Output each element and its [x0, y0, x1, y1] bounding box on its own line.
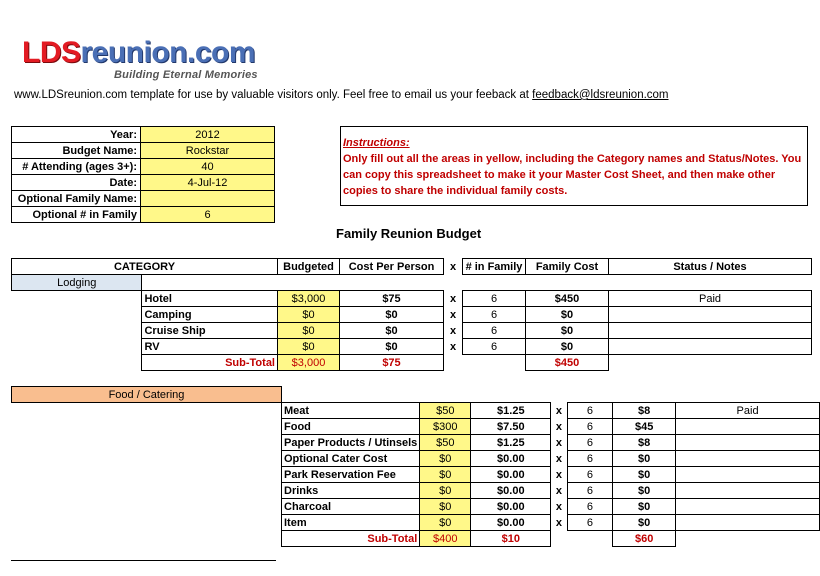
subtotal-row: [12, 531, 820, 547]
instructions-body: Only fill out all the areas in yellow, including the Category names and Status/Notes. You can copy this spreadsheet to make it your Master Cost Sheet, and then make other copies to share the individual family costs.: [343, 153, 802, 197]
row-in-family: 6: [567, 435, 613, 451]
subtotal-fam-blank: [463, 355, 526, 371]
site-logo: [22, 36, 262, 86]
row-status-field[interactable]: [676, 515, 820, 531]
info-label: Year:: [12, 127, 141, 143]
intro-line: [14, 89, 669, 101]
info-value-field[interactable]: Rockstar: [141, 143, 275, 159]
header-family-cost: Family Cost: [526, 259, 609, 275]
row-budgeted-field[interactable]: $0: [278, 339, 340, 355]
row-family-cost: $0: [613, 467, 676, 483]
subtotal-x-blank: [444, 355, 463, 371]
row-in-family: 6: [463, 291, 526, 307]
row-budgeted-field[interactable]: $0: [420, 483, 471, 499]
info-value-field[interactable]: 6: [141, 207, 275, 223]
row-cost-per-person: $75: [340, 291, 444, 307]
info-row: [12, 191, 275, 207]
row-family-cost: $450: [526, 291, 609, 307]
instructions-heading: Instructions:: [343, 137, 410, 149]
table-row: [12, 483, 820, 499]
row-times-sign: x: [555, 484, 563, 497]
row-in-family: 6: [567, 419, 613, 435]
row-status-field[interactable]: [609, 323, 812, 339]
row-cost-per-person: $7.50: [471, 419, 551, 435]
row-family-cost: $45: [613, 419, 676, 435]
row-family-cost: $0: [613, 451, 676, 467]
table-row: [12, 499, 820, 515]
info-row: [12, 207, 275, 223]
header-status: Status / Notes: [609, 259, 812, 275]
row-cost-per-person: $0.00: [471, 515, 551, 531]
row-budgeted-field[interactable]: $0: [420, 499, 471, 515]
food-budget-table: [11, 386, 820, 547]
row-times-sign: x: [449, 324, 457, 337]
lodging-budget-table: [11, 258, 812, 371]
subtotal-label: Sub-Total: [142, 355, 278, 371]
row-cost-per-person: $0.00: [471, 483, 551, 499]
table-row: [12, 307, 812, 323]
info-row: [12, 175, 275, 191]
info-row: [12, 159, 275, 175]
row-category-name[interactable]: Charcoal: [282, 499, 420, 515]
row-spacer: [12, 483, 282, 499]
row-spacer: [12, 515, 282, 531]
row-spacer: [12, 403, 282, 419]
row-times-sign: x: [555, 516, 563, 529]
header-cost-per-person: Cost Per Person: [340, 259, 444, 275]
row-times-sign: x: [555, 452, 563, 465]
row-cost-per-person: $0: [340, 307, 444, 323]
table-row: [12, 467, 820, 483]
row-in-family: 6: [567, 499, 613, 515]
info-label: # Attending (ages 3+):: [12, 159, 141, 175]
row-category-name[interactable]: Paper Products / Utinsels: [282, 435, 420, 451]
table-row: [12, 403, 820, 419]
table-row: [12, 419, 820, 435]
row-family-cost: $0: [526, 323, 609, 339]
row-times-sign: x: [555, 468, 563, 481]
row-status-field[interactable]: Paid: [609, 291, 812, 307]
subtotal-budgeted: $3,000: [278, 355, 340, 371]
subtotal-family-cost: $60: [613, 531, 676, 547]
row-budgeted-field[interactable]: $50: [420, 403, 471, 419]
info-label: Optional Family Name:: [12, 191, 141, 207]
row-status-field[interactable]: [676, 499, 820, 515]
header-category: CATEGORY: [12, 259, 278, 275]
row-status-field[interactable]: Paid: [676, 403, 820, 419]
table-row: [12, 435, 820, 451]
row-in-family: 6: [567, 451, 613, 467]
row-status-field[interactable]: [676, 483, 820, 499]
info-value-field[interactable]: 4-Jul-12: [141, 175, 275, 191]
row-cost-per-person: $0.00: [471, 451, 551, 467]
logo-tagline: Building Eternal Memories: [114, 69, 258, 81]
header-x: x: [444, 259, 463, 275]
row-status-field[interactable]: [676, 451, 820, 467]
row-in-family: 6: [463, 323, 526, 339]
logo-red-text: LDS: [22, 36, 81, 69]
row-status-field[interactable]: [676, 435, 820, 451]
row-times-sign: x: [555, 404, 563, 417]
table-row: [12, 323, 812, 339]
row-times-sign: x: [449, 308, 457, 321]
section-label-food: Food / Catering: [12, 387, 282, 403]
row-budgeted-field[interactable]: $50: [420, 435, 471, 451]
row-times-sign: x: [555, 500, 563, 513]
row-category-name[interactable]: Hotel: [142, 291, 278, 307]
section-label-lodging: Lodging: [12, 275, 142, 291]
row-in-family: 6: [567, 403, 613, 419]
row-family-cost: $0: [526, 339, 609, 355]
row-family-cost: $0: [526, 307, 609, 323]
row-spacer: [12, 291, 142, 307]
row-cost-per-person: $1.25: [471, 435, 551, 451]
logo-blue-text: reunion.com: [80, 36, 256, 69]
row-cost-per-person: $0: [340, 323, 444, 339]
row-spacer: [12, 419, 282, 435]
info-label: Budget Name:: [12, 143, 141, 159]
row-family-cost: $8: [613, 403, 676, 419]
row-spacer: [12, 435, 282, 451]
row-budgeted-field[interactable]: $0: [278, 323, 340, 339]
info-label: Optional # in Family: [12, 207, 141, 223]
row-family-cost: $8: [613, 435, 676, 451]
feedback-email-link[interactable]: feedback@ldsreunion.com: [532, 89, 669, 101]
row-family-cost: $0: [613, 483, 676, 499]
logo-wordmark: [22, 36, 255, 70]
subtotal-fam-blank: [567, 531, 613, 547]
subtotal-spacer: [12, 355, 142, 371]
row-spacer: [12, 307, 142, 323]
row-in-family: 6: [463, 339, 526, 355]
row-spacer: [12, 323, 142, 339]
header-in-family: # in Family: [463, 259, 526, 275]
subtotal-x-blank: [551, 531, 567, 547]
row-budgeted-field[interactable]: $3,000: [278, 291, 340, 307]
intro-text: www.LDSreunion.com template for use by valuable visitors only. Feel free to email us your feeback at: [14, 89, 533, 101]
info-value-field[interactable]: [141, 191, 275, 207]
row-cost-per-person: $0.00: [471, 467, 551, 483]
table-row: [12, 291, 812, 307]
row-category-name[interactable]: Optional Cater Cost: [282, 451, 420, 467]
bottom-rule: [11, 560, 276, 561]
info-row: [12, 127, 275, 143]
subtotal-row: [12, 355, 812, 371]
row-category-name[interactable]: Drinks: [282, 483, 420, 499]
row-times-sign: x: [555, 420, 563, 433]
row-budgeted-field[interactable]: $0: [420, 515, 471, 531]
row-category-name[interactable]: Cruise Ship: [142, 323, 278, 339]
row-in-family: 6: [567, 515, 613, 531]
subtotal-status-blank: [676, 531, 820, 547]
table-row: [12, 339, 812, 355]
budget-info-table: [11, 126, 275, 223]
row-family-cost: $0: [613, 515, 676, 531]
info-value-field[interactable]: 2012: [141, 127, 275, 143]
row-category-name[interactable]: RV: [142, 339, 278, 355]
subtotal-cost-per-person: $10: [471, 531, 551, 547]
section-row-lodging: [12, 275, 812, 291]
subtotal-cost-per-person: $75: [340, 355, 444, 371]
row-status-field[interactable]: [676, 419, 820, 435]
row-cost-per-person: $0: [340, 339, 444, 355]
row-cost-per-person: $0.00: [471, 499, 551, 515]
row-times-sign: x: [449, 340, 457, 353]
row-family-cost: $0: [613, 499, 676, 515]
subtotal-status-blank: [609, 355, 812, 371]
row-status-field[interactable]: [609, 307, 812, 323]
row-budgeted-field[interactable]: $0: [278, 307, 340, 323]
row-status-field[interactable]: [609, 339, 812, 355]
row-times-sign: x: [449, 292, 457, 305]
section-row-food: [12, 387, 820, 403]
subtotal-family-cost: $450: [526, 355, 609, 371]
row-in-family: 6: [463, 307, 526, 323]
row-spacer: [12, 467, 282, 483]
row-category-name[interactable]: Park Reservation Fee: [282, 467, 420, 483]
page-title: Family Reunion Budget: [336, 226, 482, 241]
table-row: [12, 515, 820, 531]
table-header-row: [12, 259, 812, 275]
info-value-field[interactable]: 40: [141, 159, 275, 175]
row-spacer: [12, 499, 282, 515]
row-spacer: [12, 339, 142, 355]
table-row: [12, 451, 820, 467]
row-category-name[interactable]: Item: [282, 515, 420, 531]
row-times-sign: x: [555, 436, 563, 449]
row-budgeted-field[interactable]: $300: [420, 419, 471, 435]
row-category-name[interactable]: Camping: [142, 307, 278, 323]
info-label: Date:: [12, 175, 141, 191]
row-status-field[interactable]: [676, 467, 820, 483]
row-budgeted-field[interactable]: $0: [420, 451, 471, 467]
subtotal-label: Sub-Total: [282, 531, 420, 547]
row-in-family: 6: [567, 467, 613, 483]
row-category-name[interactable]: Food: [282, 419, 420, 435]
subtotal-spacer: [12, 531, 282, 547]
row-in-family: 6: [567, 483, 613, 499]
row-spacer: [12, 451, 282, 467]
row-cost-per-person: $1.25: [471, 403, 551, 419]
subtotal-budgeted: $400: [420, 531, 471, 547]
header-budgeted: Budgeted: [278, 259, 340, 275]
instructions-box: [340, 126, 808, 206]
row-budgeted-field[interactable]: $0: [420, 467, 471, 483]
info-row: [12, 143, 275, 159]
row-category-name[interactable]: Meat: [282, 403, 420, 419]
